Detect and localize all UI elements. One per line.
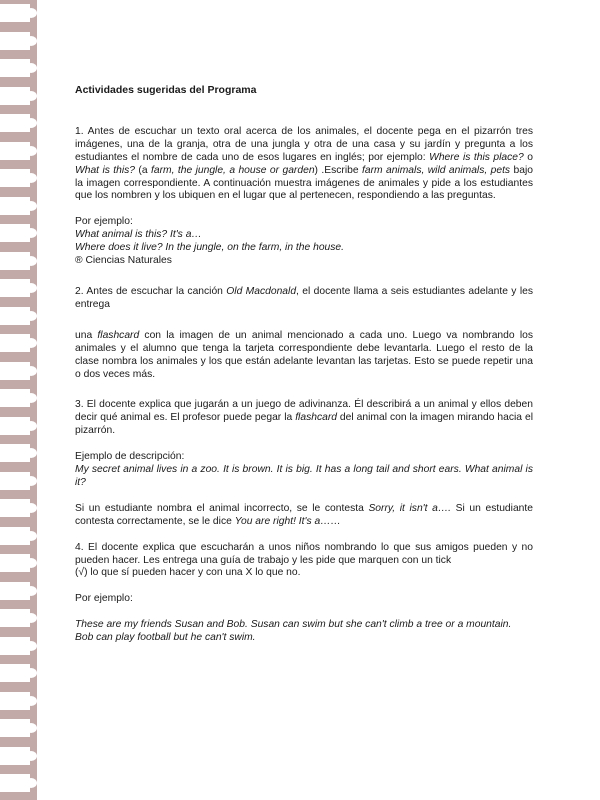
binder-hole [0,719,30,737]
binder-hole [0,637,30,655]
example-1-line-1: What animal is this? It's a… [75,229,202,241]
binder-hole [0,362,30,380]
activity-3: 3. El docente explica que jugarán a un juego de adivinanza. Él describirá a un animal y ellos deben decir qué animal es. El profesor puede pegar la flashcard del animal con la imagen mirando hacia el pizarrón. [75,399,533,437]
binder-hole [0,444,30,462]
page-title: Actividades sugeridas del Programa [75,84,257,96]
activity-2: 2. Antes de escuchar la canción Old Macdonald, el docente llama a seis estudiantes adelante y les entrega [75,285,533,310]
binder-hole [0,499,30,517]
binder-hole [0,307,30,325]
example-4-line-2: Bob can play football but he can't swim. [75,632,256,644]
binder-hole [0,32,30,50]
binder-hole [0,472,30,490]
example-3-label: Ejemplo de descripción: [75,451,185,463]
activity-3-followup: Si un estudiante nombra el animal incorrecto, se le contesta Sorry, it isn't a…. Si un estudiante contesta correctamente, se le dice You are right! It's a…… [75,502,533,527]
binder-hole [0,279,30,297]
binder-hole [0,747,30,765]
example-1-line-2: Where does it live? In the jungle, on the farm, in the house. [75,242,345,254]
binder-hole [0,169,30,187]
activity-4: 4. El docente explica que escucharán a unos niños nombrando lo que sus amigos pueden y no pueden hacer. Les entrega una guía de trabajo y les pide que marquen con un tick [75,541,533,566]
example-1-line-3: ® Ciencias Naturales [75,255,172,267]
binder-hole [0,554,30,572]
binder-hole [0,692,30,710]
example-4-line-1: These are my friends Susan and Bob. Susan can swim but she can't climb a tree or a mountain. [75,619,512,631]
example-1-label: Por ejemplo: [75,216,133,228]
binder-hole [0,527,30,545]
example-3-text: My secret animal lives in a zoo. It is brown. It is big. It has a long tail and short ears. What animal is it? [75,464,533,488]
binder-hole [0,389,30,407]
binder-hole [0,224,30,242]
binder-hole [0,774,30,792]
binder-hole [0,334,30,352]
binder-hole [0,609,30,627]
binder-hole [0,582,30,600]
binder-hole [0,59,30,77]
binder-hole [0,252,30,270]
example-4-label: Por ejemplo: [75,593,133,605]
activity-2-continued: una flashcard con la imagen de un animal mencionado a cada uno. Luego va nombrando los animales y el alumno que tenga la tarjeta correspondiente debe levantarla. Luego el resto de la clase nombra los animales y los que están adelante levantan las tarjetas. Esto se puede repetir una o dos veces más. [75,329,534,380]
binder-hole [0,87,30,105]
binder-hole [0,4,30,22]
binder-hole [0,142,30,160]
binder-hole [0,197,30,215]
binder-hole [0,114,30,132]
activity-1: 1. Antes de escuchar un texto oral acerca de los animales, el docente pega en el pizarrón tres imágenes, una de la granja, otra de una jungla y otra de una casa y su jardín y pregunta a los estudiantes el nombre de cada uno de esos lugares en inglés; por ejemplo: Where is this place? o What is this? (a farm, the jungle, a house or garden) .Escribe farm animals, wild animals, pets bajo la imagen correspondiente. A continuación muestra imágenes de animales y pide a los estudiantes que los nombren y los ubiquen en el lugar que al pertenecen, respondiendo a las preguntas. [75,125,533,202]
binder-strip [0,0,37,800]
document-page [75,84,533,645]
binder-hole [0,664,30,682]
binder-hole [0,417,30,435]
activity-4-tick: (√) lo que sí pueden hacer y con una X lo que no. [75,567,301,579]
